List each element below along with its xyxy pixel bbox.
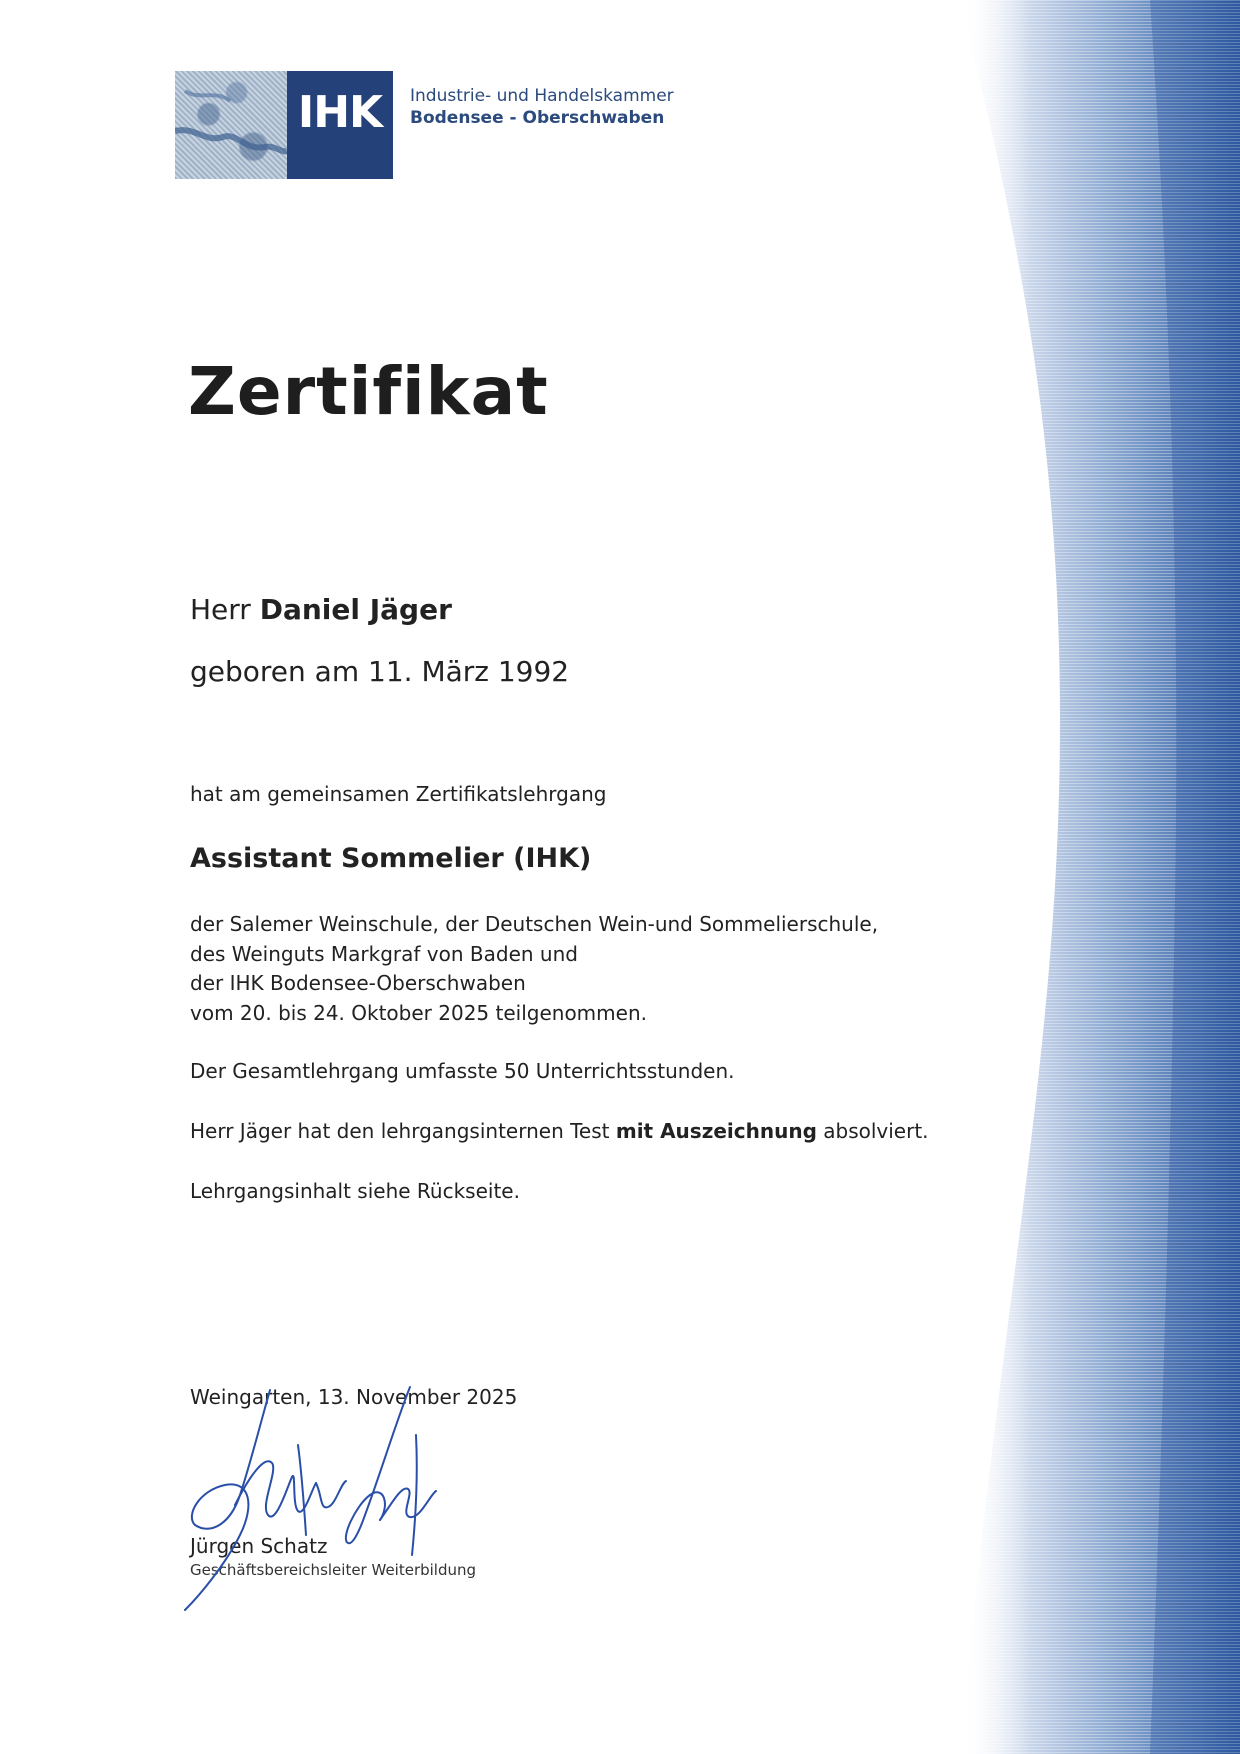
result-emphasis: mit Auszeichnung (615, 1119, 817, 1143)
organizer-line: der IHK Bodensee-Oberschwaben (190, 971, 526, 995)
signer-name: Jürgen Schatz (190, 1534, 328, 1558)
course-intro: hat am gemeinsamen Zertifikatslehrgang (190, 782, 607, 806)
logo-abbreviation: IHK (287, 71, 393, 179)
organization-line-2: Bodensee - Oberschwaben (410, 108, 665, 128)
organization-line-1: Industrie- und Handelskammer (410, 86, 674, 106)
result-prefix: Herr Jäger hat den lehrgangsinternen Test (190, 1119, 610, 1143)
course-title: Assistant Sommelier (IHK) (190, 843, 592, 874)
course-organizers (190, 910, 878, 1028)
recipient-name: Daniel Jäger (259, 593, 452, 626)
signer-role: Geschäftsbereichsleiter Weiterbildung (190, 1561, 477, 1579)
place-date: Weingarten, 13. November 2025 (190, 1385, 518, 1409)
recipient-line (190, 590, 452, 630)
course-dates: vom 20. bis 24. Oktober 2025 teilgenommen. (190, 1000, 647, 1025)
organization-name (410, 85, 674, 129)
test-result (190, 1117, 929, 1145)
organizer-line: des Weinguts Markgraf von Baden und (190, 941, 578, 966)
recipient-birth: geboren am 11. März 1992 (190, 655, 570, 688)
ihk-logo (175, 71, 695, 179)
recipient-salutation: Herr (190, 593, 251, 626)
content-reference: Lehrgangsinhalt siehe Rückseite. (190, 1179, 520, 1203)
course-hours: Der Gesamtlehrgang umfasste 50 Unterrichtsstunden. (190, 1059, 735, 1083)
organizer-line: der Salemer Weinschule, der Deutschen Wein-und Sommelierschule, (190, 912, 879, 936)
result-suffix: absolviert. (823, 1119, 929, 1143)
map-pattern-icon (175, 71, 287, 179)
handwritten-signature-icon (180, 1385, 460, 1615)
document-title: Zertifikat (188, 353, 549, 430)
